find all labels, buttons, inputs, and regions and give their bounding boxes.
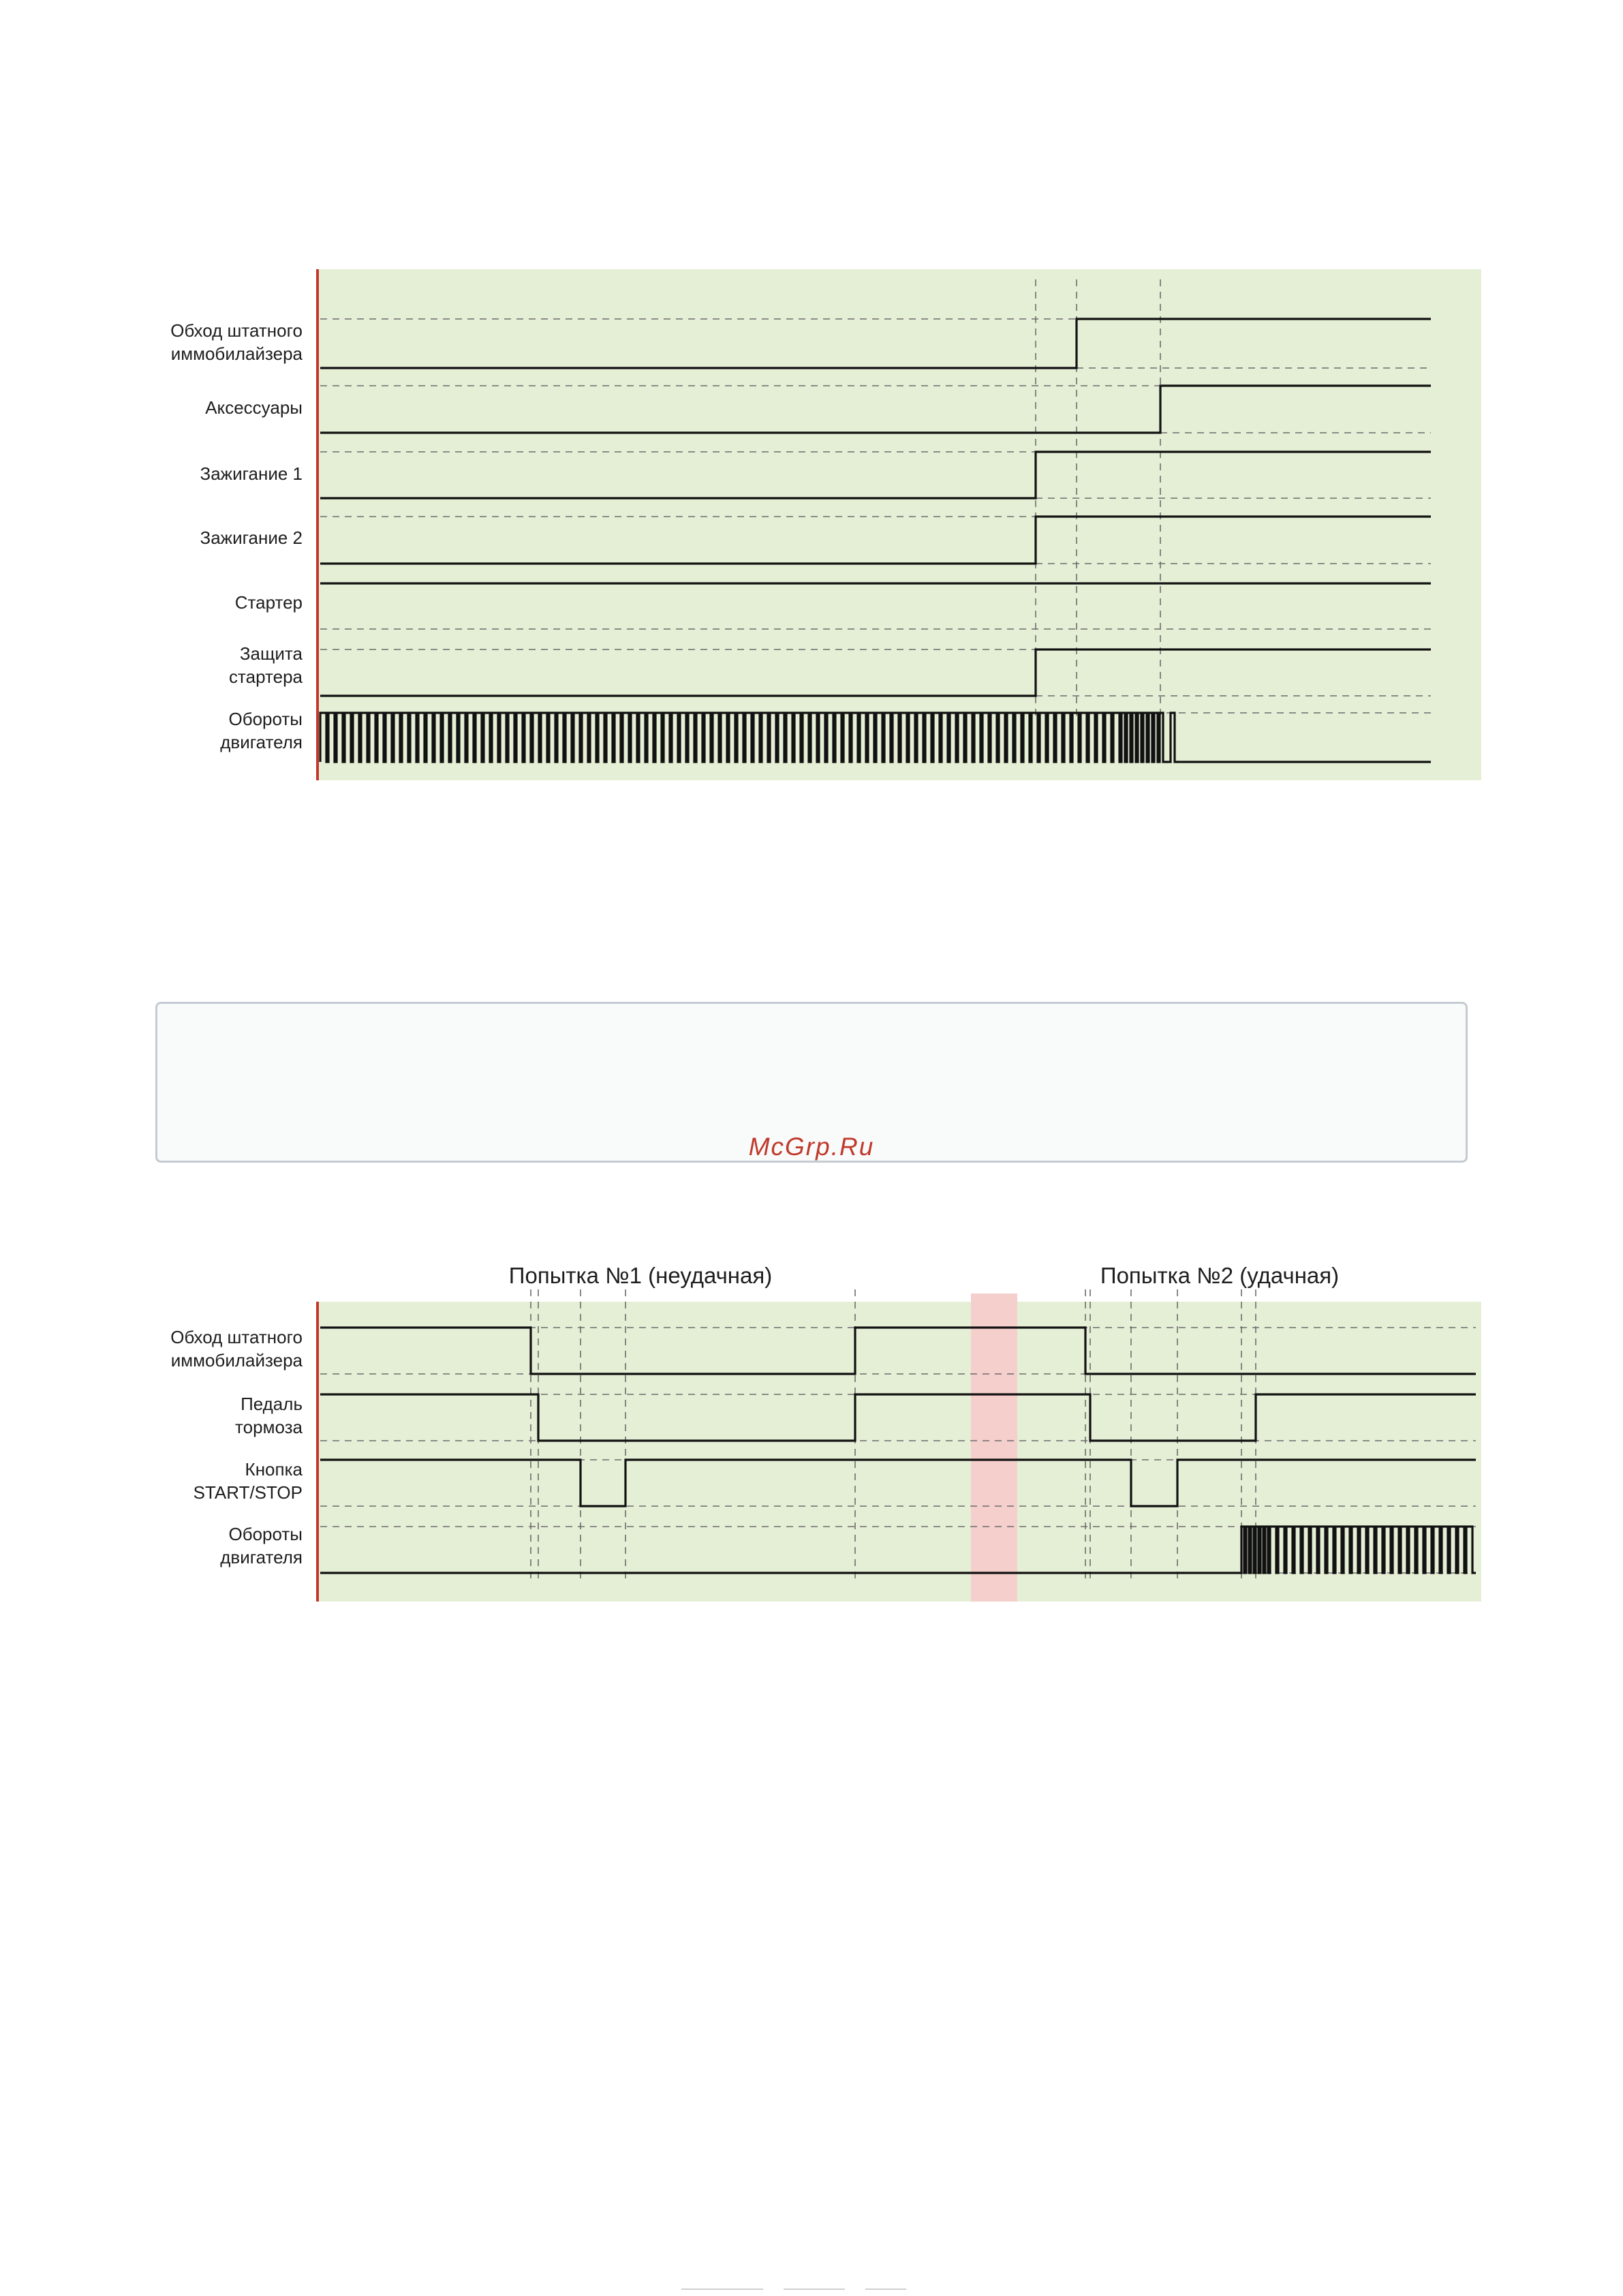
timing-diagram-autostart <box>0 266 1499 784</box>
signal-trace <box>320 1328 1476 1374</box>
row-label-immobilizer-bypass: Обход штатного иммобилайзера <box>170 1327 303 1371</box>
row-label-ignition-2: Зажигание 2 <box>200 527 303 548</box>
footer-mark <box>681 2287 940 2291</box>
signal-trace <box>320 319 1431 368</box>
timing-diagram-start-stop <box>0 1261 1499 1608</box>
attempt-1-title: Попытка №1 (неудачная) <box>508 1263 773 1288</box>
watermark: McGrp.Ru <box>748 1133 875 1161</box>
row-label-engine-rpm: Обороты двигателя <box>220 1524 303 1567</box>
row-label-start-stop-button: Кнопка START/STOP <box>193 1459 303 1503</box>
row-label-accessories: Аксессуары <box>205 397 303 418</box>
row-label-brake-pedal: Педаль тормоза <box>235 1394 303 1437</box>
row-label-starter-protection: Защита стартера <box>229 643 303 687</box>
row-label-engine-rpm: Обороты двигателя <box>220 709 303 752</box>
signal-trace <box>320 517 1431 564</box>
signal-trace <box>320 1394 1476 1441</box>
signal-trace <box>320 452 1431 498</box>
signal-trace <box>320 649 1431 696</box>
row-label-starter: Стартер <box>234 592 303 613</box>
attempt-2-title: Попытка №2 (удачная) <box>1100 1263 1340 1288</box>
signal-trace <box>320 386 1431 433</box>
row-label-immobilizer-bypass: Обход штатного иммобилайзера <box>170 320 303 364</box>
engine-rpm-signal <box>320 713 1431 762</box>
signal-trace <box>320 1527 1476 1573</box>
row-label-ignition-1: Зажигание 1 <box>200 463 303 484</box>
signal-trace <box>320 1460 1476 1506</box>
